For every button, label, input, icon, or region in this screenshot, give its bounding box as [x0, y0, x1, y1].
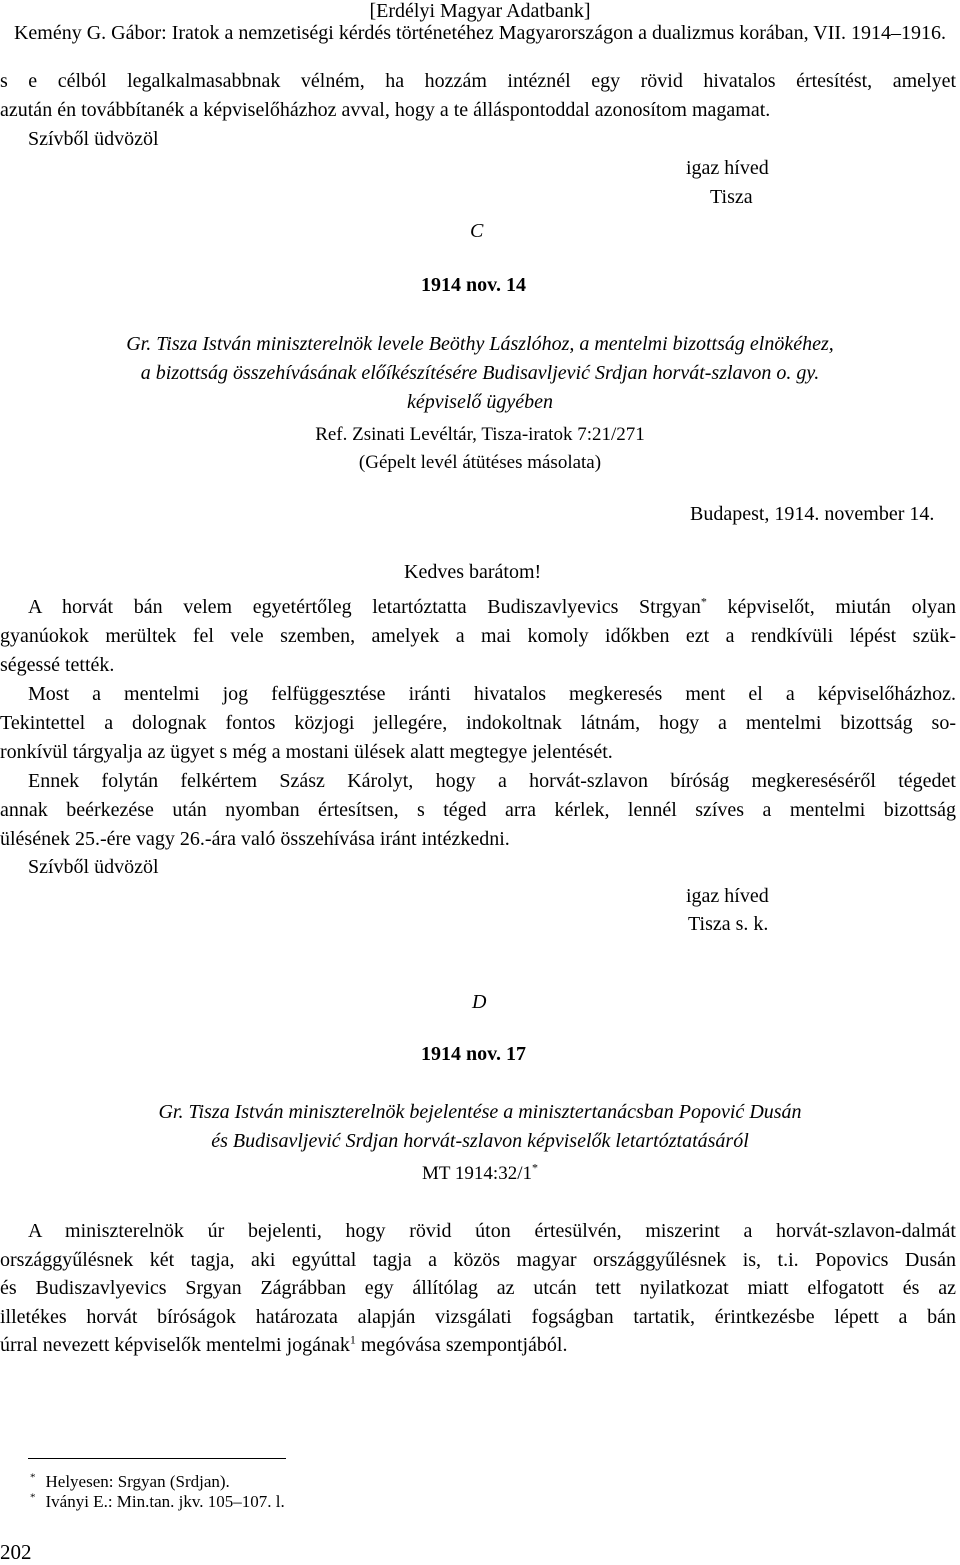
para-1-text-a: A horvát bán velem egyetértőleg letartóztatta Budiszavlyevics Strgyan [28, 596, 701, 618]
footnote-separator [28, 1458, 286, 1459]
letter-signature: Tisza s. k. [688, 913, 769, 935]
letter-closing: igaz híved [686, 885, 769, 907]
minutes-line-4: illetékes horvát bíróságok határozata alapján vizsgálati fogságban tartatik, érintkezésbe lépett a bán [0, 1306, 956, 1328]
section-d-title-2: és Budisavljević Srdjan horvát-szlavon képviselők letartóztatásáról [211, 1130, 749, 1152]
letter-para-1-line-1 [0, 596, 956, 619]
book-title-header: Kemény G. Gábor: Iratok a nemzetiségi kérdés történetéhez Magyarországon a dualizmus korában, VII. 1914–1916. [13, 22, 947, 44]
letter-para-1-line-3: ségessé tették. [0, 654, 115, 676]
footnote-text: Iványi E.: Min.tan. jkv. 105–107. l. [45, 1492, 285, 1511]
letter-greeting: Szívből üdvözöl [28, 856, 159, 878]
letter-para-3-line-2: annak beérkezése után nyomban értesítsen, s téged arra kérlek, lennél szíves a mentelmi bizottság [0, 799, 956, 821]
footnote-mark: * [30, 1471, 36, 1484]
section-d-letter: D [472, 991, 487, 1013]
section-d-title-1: Gr. Tisza István miniszterelnök bejelentése a minisztertanácsban Popović Dusán [158, 1101, 802, 1123]
letter-para-1-line-2: gyanúokok merültek fel vele szemben, amelyek a mai komoly időkben ezt a rendkívüli lépést szük- [0, 625, 956, 647]
intro-line-2: azután én továbbítanék a képviselőházhoz avval, hogy a te álláspontoddal azonosítom magamat. [0, 99, 771, 121]
source-header: [Erdélyi Magyar Adatbank] [369, 0, 591, 22]
intro-greeting: Szívből üdvözöl [28, 128, 159, 150]
para-1-text-b: képviselőt, miután olyan [706, 596, 957, 618]
footnote-mark: * [30, 1491, 36, 1504]
footnote-marker: * [531, 1160, 538, 1175]
intro-signature: Tisza [710, 186, 753, 208]
minutes-line-5 [0, 1334, 568, 1357]
salutation: Kedves barátom! [404, 561, 542, 583]
section-c-date: 1914 nov. 14 [421, 274, 527, 296]
footnote-1 [30, 1472, 230, 1492]
place-date-line: Budapest, 1914. november 14. [690, 503, 935, 525]
section-c-title-1: Gr. Tisza István miniszterelnök levele Beöthy Lászlóhoz, a mentelmi bizottság elnökéhez, [126, 333, 834, 355]
letter-para-2-line-3: ronkívül tárgyalja az ügyet s még a mostani ülések alatt megtegye jelentését. [0, 741, 613, 763]
section-d-reference [0, 1160, 960, 1185]
section-c-title-2: a bizottság összehívásának előíkészítésére Budisavljević Srdjan horvát-szlavon o. gy. [140, 362, 820, 384]
footnote-2 [30, 1492, 285, 1512]
footnote-marker: 1 [349, 1332, 356, 1347]
intro-line-1: s e célból legalkalmasabbnak vélném, ha hozzám intéznél egy rövid hivatalos értesítést, amelyet [0, 70, 956, 92]
letter-para-3-line-3: ülésének 25.-ére vagy 26.-ára való összehívása iránt intézkedni. [0, 828, 510, 850]
section-c-title-3: képviselő ügyében [406, 391, 554, 413]
reference-text: MT 1914:32/1 [422, 1163, 532, 1184]
footnote-text: Helyesen: Srgyan (Srdjan). [45, 1472, 230, 1491]
minutes-line-1: A miniszterelnök úr bejelenti, hogy rövid úton értesülvén, miszerint a horvát-szlavon-dalmát [28, 1220, 956, 1242]
intro-closing: igaz híved [686, 157, 769, 179]
minutes-text-b: megóvása szempontjából. [355, 1334, 568, 1356]
minutes-line-2: országgyűlésnek két tagja, aki egyúttal tagja a közös magyar országgyűlésnek is, t.i. Popovics Dusán [0, 1249, 956, 1271]
letter-para-2-line-2: Tekintettel a dolognak fontos közjogi jellegére, indokoltnak látnám, hogy a mentelmi bizottság so- [0, 712, 956, 734]
minutes-text-a: úrral nevezett képviselők mentelmi jogának [0, 1334, 350, 1356]
footnote-marker: * [700, 594, 707, 609]
letter-para-2-line-1: Most a mentelmi jog felfüggesztése iránti hivatalos megkeresés ment el a képviselőházhoz. [28, 683, 956, 705]
page-number: 202 [0, 1540, 32, 1564]
section-c-reference-note: (Gépelt levél átütéses másolata) [358, 452, 602, 473]
section-d-date: 1914 nov. 17 [421, 1043, 527, 1065]
letter-para-3-line-1: Ennek folytán felkértem Szász Károlyt, hogy a horvát-szlavon bíróság megkereséséről tégedet [28, 770, 956, 792]
section-c-reference: Ref. Zsinati Levéltár, Tisza-iratok 7:21/271 [315, 424, 645, 445]
section-c-letter: C [470, 220, 484, 242]
minutes-line-3: és Budiszavlyevics Srgyan Zágrábban egy állítólag az utcán tett nyilatkozat miatt elfogatott és az [0, 1277, 956, 1299]
